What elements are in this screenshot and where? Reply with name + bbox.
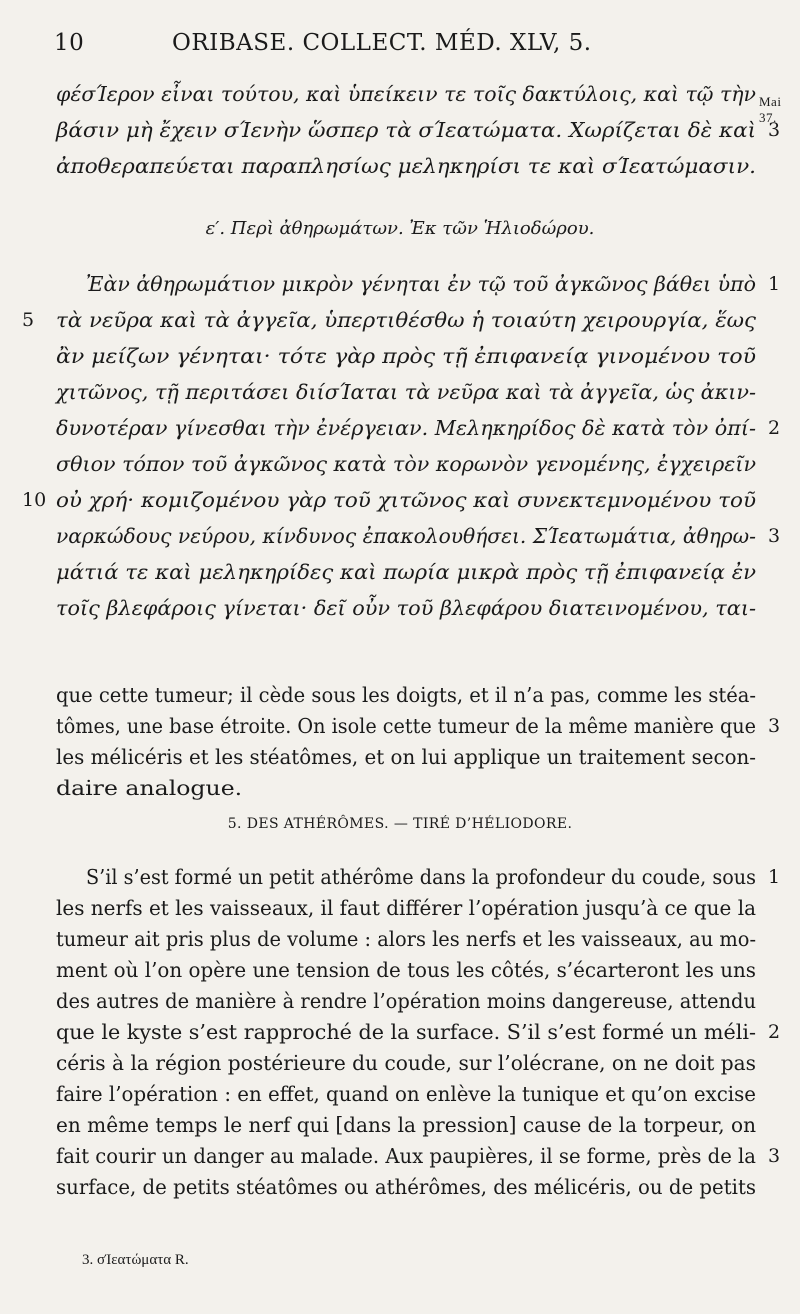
text-line: μάτιά τε καὶ μεληκηρίδες καὶ πωρία μικρὰ πρὸς τῇ ἐπιφανείᾳ ἐν [56, 560, 756, 584]
text-line: δυνοτέραν γίνεσθαι τὴν ἐνέργειαν. Μεληκηρίδος δὲ κατὰ τὸν ὀπί- 2 [56, 410, 761, 446]
text-line: ment où l’on opère une tension de tous les côtés, s’écarteront les uns [56, 958, 756, 982]
text-line: 5 τὰ νεῦρα καὶ τὰ ἀγγεῖα, ὑπερτιθέσθω ἡ τοιαύτη χειρουργία, ἕως [56, 302, 761, 338]
french-section-title: 5. DES ATHÉRÔMES. — TIRÉ D’HÉLIODORE. [227, 816, 573, 832]
text-line: 10 οὐ χρή· κομιζομένου γὰρ τοῦ χιτῶνος καὶ συνεκτεμνομένου τοῦ [56, 482, 761, 518]
text-line: tumeur ait pris plus de volume : alors les nerfs et les vaisseaux, au mo- [56, 927, 756, 951]
text-line: ναρκώδους νεύρου, κίνδυνος ἐπακολουθήσει. ΣΊεατωμάτια, ἀθηρω- 3 [56, 518, 761, 554]
text-line: χιτῶνος, τῇ περιτάσει διίσΊαται τὰ νεῦρα καὶ τὰ ἀγγεῖα, ὡς ἀκιν- [56, 380, 756, 404]
text-line: céris à la région postérieure du coude, sur l’olécrane, on ne doit pas [56, 1051, 756, 1075]
text-line: surface, de petits stéatômes ou athérômes, des mélicéris, ou de petits [56, 1175, 756, 1199]
text-line: φέσΊερον εἶναι τούτου, καὶ ὑπείκειν τε τοῖς δακτύλοις, καὶ τῷ τὴν [56, 82, 756, 106]
line-number: 3 [768, 715, 781, 737]
text-line: βάσιν μὴ ἔχειν σΊενὴν ὥσπερ τὰ σΊεατώματα. Χωρίζεται δὲ καὶ 3 [56, 112, 761, 148]
text-line: σθιον τόπον τοῦ ἀγκῶνος κατὰ τὸν κορωνὸν γενομένης, ἐγχειρεῖν [56, 452, 756, 476]
line-number: 2 [768, 1021, 781, 1043]
page-number: 10 [54, 30, 85, 56]
running-title: ORIBASE. COLLECT. MÉD. XLV, 5. [172, 30, 592, 56]
text-line: que le kyste s’est rapproché de la surface. S’il s’est formé un méli- 2 [56, 1017, 761, 1048]
text-line: les nerfs et les vaisseaux, il faut différer l’opération jusqu’à ce que la [56, 896, 756, 920]
line-number: 3 [768, 525, 781, 547]
text-line: ἂν μείζων γένηται· τότε γὰρ πρὸς τῇ ἐπιφανείᾳ γινομένου τοῦ [56, 344, 756, 368]
text-line: daire analogue. [56, 776, 243, 800]
line-number: 3 [768, 1145, 781, 1167]
text-line: en même temps le nerf qui [dans la pression] cause de la torpeur, on [56, 1113, 756, 1137]
greek-section-body [22, 266, 781, 626]
greek-section-title: ε′. Περὶ ἀθηρωμάτων. Ἐκ τῶν Ἡλιοδώρου. [205, 218, 595, 239]
line-number: 1 [768, 273, 781, 295]
line-number: 2 [768, 417, 781, 439]
text-line: que cette tumeur; il cède sous les doigts, et il n’a pas, comme les stéa- [56, 683, 756, 707]
text-line: faire l’opération : en effet, quand on enlève la tunique et qu’on excise [56, 1082, 756, 1106]
line-number: 10 [22, 489, 47, 511]
line-number: 1 [768, 866, 781, 888]
french-section-body [56, 862, 781, 1203]
text-line: τοῖς βλεφάροις γίνεται· δεῖ οὖν τοῦ βλεφάρου διατεινομένου, ται- [56, 596, 756, 620]
line-number: 3 [768, 119, 781, 141]
text-line: S’il s’est formé un petit athérôme dans la profondeur du coude, sous 1 [56, 862, 761, 893]
text-line: ἀποθεραπεύεται παραπλησίως μεληκηρίσι τε καὶ σΊεατώμασιν. [56, 154, 756, 178]
text-line: des autres de manière à rendre l’opération moins dangereuse, attendu [56, 989, 756, 1013]
text-line: les mélicéris et les stéatômes, et on lui applique un traitement secon- [56, 745, 756, 769]
text-line: tômes, une base étroite. On isole cette tumeur de la même manière que 3 [56, 711, 761, 742]
manuscript-reference: Mai 37. [759, 94, 782, 125]
footnote: 3. σΊεατώματα R. [82, 1252, 189, 1268]
text-line: fait courir un danger au malade. Aux paupières, il se forme, près de la 3 [56, 1141, 761, 1172]
text-line: Ἐὰν ἀθηρωμάτιον μικρὸν γένηται ἐν τῷ τοῦ ἀγκῶνος βάθει ὑπὸ 1 [56, 266, 761, 302]
line-number: 5 [22, 309, 35, 331]
french-continuation [56, 680, 781, 804]
